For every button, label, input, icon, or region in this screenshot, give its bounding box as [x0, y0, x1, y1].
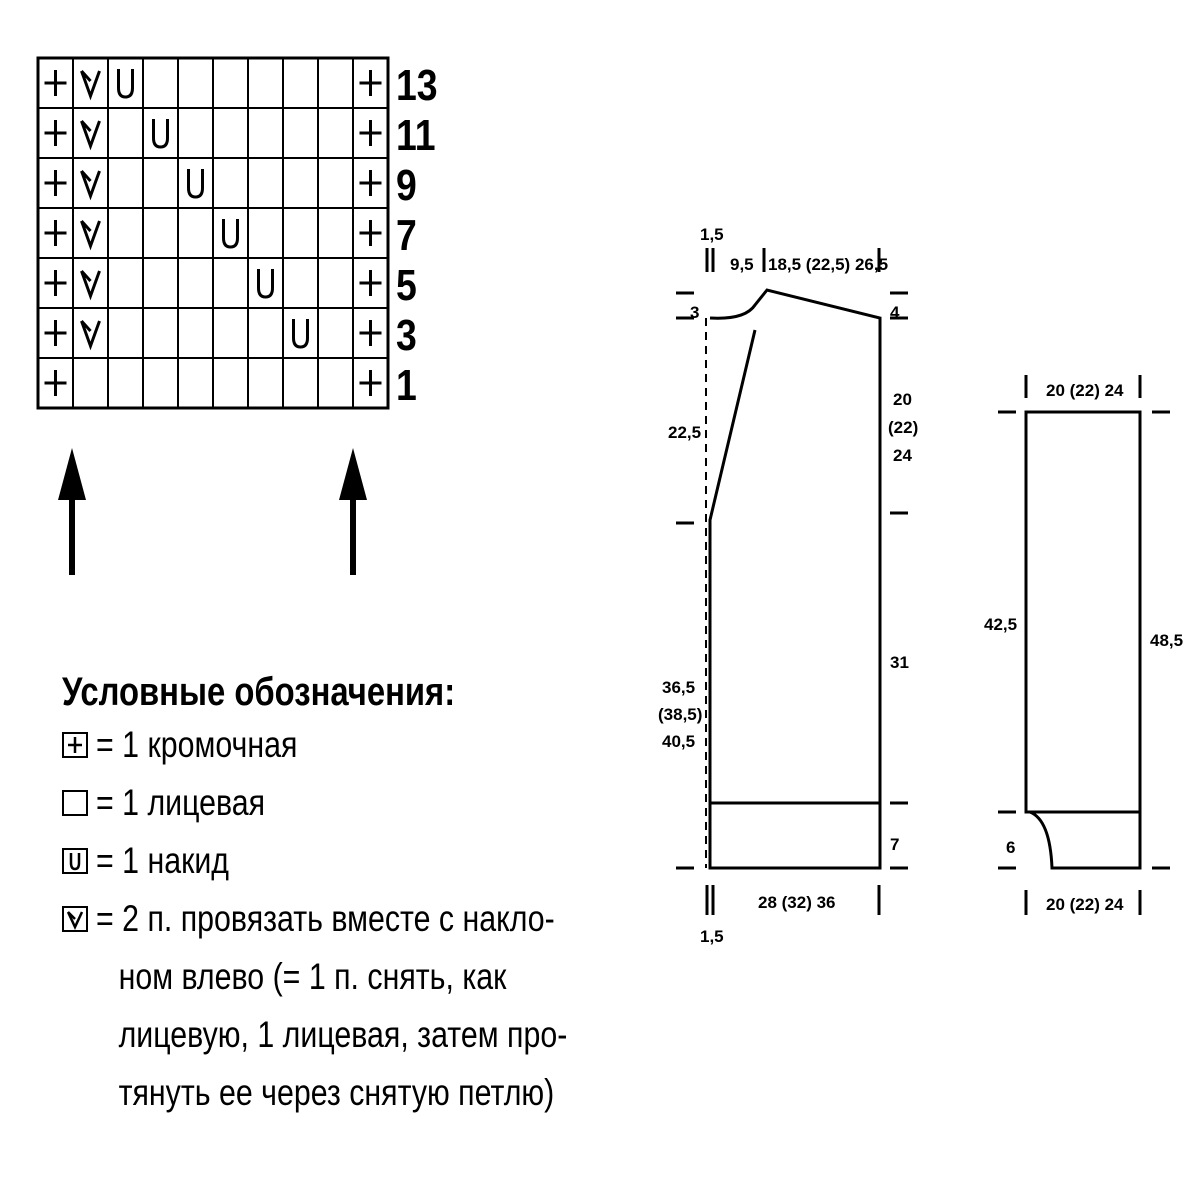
- label-bottom-width: 28 (32) 36: [758, 893, 836, 912]
- legend-continuation-line: тянуть ее через снятую петлю): [118, 1072, 555, 1113]
- legend-continuation-line: ном влево (= 1 п. снять, как: [118, 956, 507, 997]
- legend-item: [62, 774, 662, 832]
- row-number: 9: [396, 160, 417, 210]
- sleeve-piece-schematic: [998, 375, 1170, 915]
- legend-item: [62, 832, 662, 890]
- label-sleeve-outer-length: 48,5: [1150, 631, 1184, 650]
- label-front-height-2: (38,5): [658, 705, 703, 724]
- legend-title: Условные обозначения:: [62, 670, 456, 714]
- label-shoulder-width: 18,5 (22,5) 26,5: [768, 255, 889, 274]
- sleeve-outline: [1026, 412, 1140, 868]
- label-neck-width: 9,5: [730, 255, 754, 274]
- row-number: 1: [396, 360, 417, 410]
- row-number: 7: [396, 210, 417, 260]
- label-sleeve-bottom-width: 20 (22) 24: [1046, 895, 1124, 914]
- row-number: 5: [396, 260, 417, 310]
- label-cuff-height: 6: [1006, 838, 1016, 857]
- yarn-over-icon: [62, 848, 88, 874]
- label-bottom-edge: 1,5: [700, 927, 724, 946]
- legend-item-text: = 1 накид: [96, 840, 230, 881]
- legend-item: [62, 716, 662, 774]
- label-front-slope-height: 22,5: [668, 423, 702, 442]
- label-neck-depth: 3: [690, 303, 700, 322]
- label-rib-height: 7: [890, 835, 900, 854]
- legend: [62, 668, 662, 1122]
- legend-item-text: = 2 п. провязать вместе с накло-: [96, 898, 555, 939]
- row-number: 3: [396, 310, 417, 360]
- knit-stitch-icon: [62, 790, 88, 816]
- row-number: 11: [396, 110, 436, 160]
- label-length-to-armhole: 31: [890, 653, 909, 672]
- stitch-chart: [38, 58, 438, 410]
- label-sleeve-top-width: 20 (22) 24: [1046, 381, 1124, 400]
- label-front-height-1: 36,5: [662, 678, 696, 697]
- legend-continuation-line: лицевую, 1 лицевая, затем про-: [118, 1014, 568, 1055]
- legend-item-text: = 1 кромочная: [96, 724, 298, 765]
- label-shoulder-drop: 4: [890, 303, 900, 322]
- body-piece-schematic: [676, 248, 908, 915]
- k2tog-left-icon: [62, 906, 88, 932]
- label-sleeve-inner-length: 42,5: [984, 615, 1018, 634]
- label-top-edge: 1,5: [700, 225, 724, 244]
- legend-item-text: = 1 лицевая: [96, 782, 266, 823]
- repeat-arrow-right: [339, 448, 367, 575]
- body-outline: [710, 290, 880, 868]
- repeat-arrow-left: [58, 448, 86, 575]
- label-armhole-1: 20: [893, 390, 912, 409]
- label-front-height-3: 40,5: [662, 732, 696, 751]
- label-armhole-2: (22): [888, 418, 919, 437]
- legend-item: [62, 890, 662, 948]
- selvage-stitch-icon: [62, 732, 88, 758]
- row-number: 13: [396, 60, 438, 110]
- label-armhole-3: 24: [893, 446, 912, 465]
